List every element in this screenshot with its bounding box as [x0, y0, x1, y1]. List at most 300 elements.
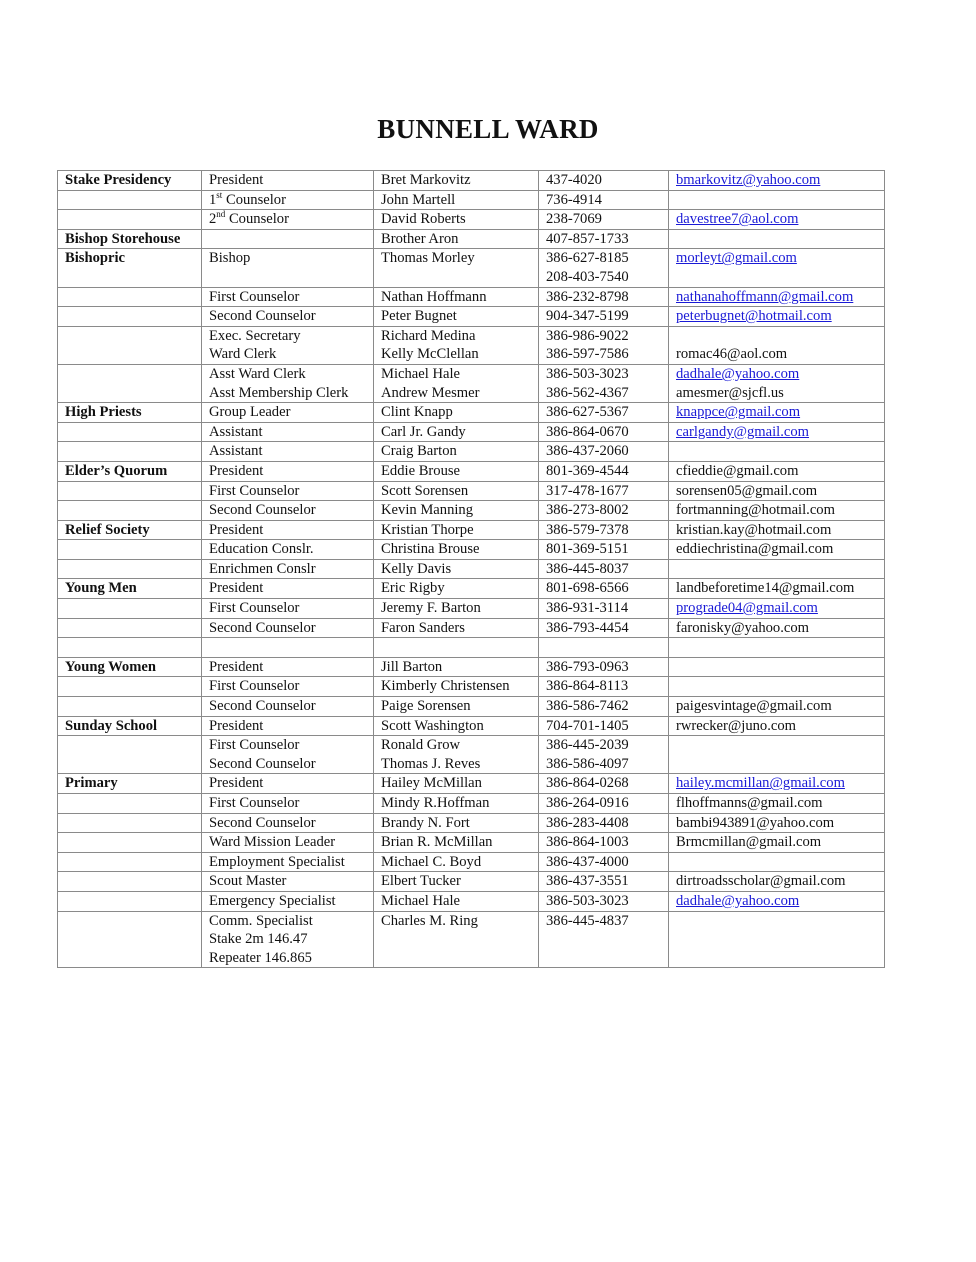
calling-text	[209, 230, 366, 249]
email-link[interactable]: carlgandy@gmail.com	[676, 423, 809, 440]
table-row	[58, 677, 885, 697]
phone-text: 386-931-3114	[546, 600, 629, 617]
name-cell	[374, 520, 539, 540]
calling-cell	[202, 190, 374, 210]
section-label	[65, 540, 194, 559]
calling-cell	[202, 599, 374, 619]
email-cell	[669, 326, 885, 364]
name-cell	[374, 307, 539, 327]
name-cell	[374, 638, 539, 658]
email-cell	[669, 559, 885, 579]
name-cell	[374, 618, 539, 638]
name-text: John Martell	[381, 191, 456, 208]
section-label	[65, 638, 194, 657]
phone-cell	[539, 559, 669, 579]
name-cell	[374, 872, 539, 892]
phone-cell	[539, 697, 669, 717]
email-link[interactable]: bmarkovitz@yahoo.com	[676, 172, 821, 188]
name-cell	[374, 657, 539, 677]
name-text: Thomas Morley	[381, 250, 475, 267]
table-row	[58, 461, 885, 481]
table-row	[58, 736, 885, 774]
table-row	[58, 716, 885, 736]
name-text: Ronald Grow	[381, 737, 461, 754]
phone-cell	[539, 171, 669, 191]
phone-text	[546, 638, 661, 657]
name-text: Kristian Thorpe	[381, 521, 474, 538]
calling-text: Scout Master	[209, 873, 287, 890]
ward-directory-table	[57, 170, 885, 968]
section-label	[65, 560, 194, 579]
name-text: Kelly McClellan	[381, 346, 479, 363]
table-row	[58, 307, 885, 327]
name-cell	[374, 171, 539, 191]
calling-cell	[202, 852, 374, 872]
calling-text: First Counselor	[209, 482, 300, 499]
section-label: Elder’s Quorum	[65, 462, 168, 479]
email-text	[676, 327, 877, 346]
section-cell	[58, 501, 202, 521]
section-cell	[58, 171, 202, 191]
phone-text: 238-7069	[546, 211, 602, 228]
phone-text: 801-369-5151	[546, 541, 629, 558]
phone-text: 386-445-8037	[546, 560, 629, 577]
name-cell	[374, 403, 539, 423]
calling-cell	[202, 422, 374, 442]
phone-cell	[539, 520, 669, 540]
section-cell	[58, 307, 202, 327]
calling-cell	[202, 520, 374, 540]
email-cell	[669, 403, 885, 423]
phone-text: 386-986-9022	[546, 327, 629, 344]
section-cell	[58, 540, 202, 560]
name-cell	[374, 229, 539, 249]
section-label: Primary	[65, 775, 118, 792]
table-row	[58, 559, 885, 579]
table-row	[58, 911, 885, 968]
email-text: cfieddie@gmail.com	[676, 462, 799, 479]
email-link[interactable]: davestree7@aol.com	[676, 211, 799, 228]
calling-text: Exec. Secretary	[209, 327, 301, 344]
table-row	[58, 891, 885, 911]
phone-text: 386-793-4454	[546, 619, 629, 636]
section-label: Stake Presidency	[65, 172, 172, 188]
calling-cell	[202, 677, 374, 697]
phone-text: 386-283-4408	[546, 814, 629, 831]
email-cell	[669, 501, 885, 521]
phone-cell	[539, 307, 669, 327]
name-cell	[374, 911, 539, 968]
section-label	[65, 833, 194, 852]
email-text: faronisky@yahoo.com	[676, 619, 809, 636]
name-cell	[374, 813, 539, 833]
table-row	[58, 638, 885, 658]
calling-text: Asst Membership Clerk	[209, 384, 349, 401]
calling-text: Second Counselor	[209, 502, 316, 519]
calling-text: Second Counselor	[209, 698, 316, 715]
phone-text: 386-586-4097	[546, 755, 629, 772]
section-cell	[58, 911, 202, 968]
email-cell	[669, 872, 885, 892]
email-text: sorensen05@gmail.com	[676, 482, 818, 499]
name-cell	[374, 481, 539, 501]
table-row	[58, 540, 885, 560]
phone-cell	[539, 501, 669, 521]
name-text: Kimberly Christensen	[381, 678, 510, 695]
phone-cell	[539, 716, 669, 736]
name-text: Eric Rigby	[381, 580, 445, 597]
table-row	[58, 813, 885, 833]
name-text: Eddie Brouse	[381, 462, 461, 479]
name-text: Andrew Mesmer	[381, 384, 480, 401]
section-cell	[58, 677, 202, 697]
phone-text: 801-369-4544	[546, 462, 629, 479]
email-text: amesmer@sjcfl.us	[676, 384, 784, 401]
name-text: David Roberts	[381, 211, 466, 228]
calling-text: Second Counselor	[209, 814, 316, 831]
email-text	[676, 442, 877, 461]
phone-text: 386-864-0268	[546, 775, 629, 792]
phone-cell	[539, 618, 669, 638]
section-label	[65, 501, 194, 520]
table-row	[58, 697, 885, 717]
name-text: Brian R. McMillan	[381, 834, 493, 851]
email-link[interactable]: nathanahoffmann@gmail.com	[676, 288, 854, 305]
email-cell	[669, 422, 885, 442]
phone-cell	[539, 774, 669, 794]
section-label	[65, 736, 194, 755]
calling-text: Repeater 146.865	[209, 949, 312, 966]
table-row	[58, 833, 885, 853]
email-text: flhoffmanns@gmail.com	[676, 795, 823, 811]
calling-cell	[202, 481, 374, 501]
section-label	[65, 288, 194, 307]
section-label	[65, 677, 194, 696]
calling-cell	[202, 171, 374, 191]
name-cell	[374, 559, 539, 579]
calling-text: Enrichmen Conslr	[209, 560, 316, 577]
phone-text: 386-437-3551	[546, 873, 629, 890]
phone-cell	[539, 657, 669, 677]
email-cell	[669, 520, 885, 540]
email-cell	[669, 229, 885, 249]
calling-text: President	[209, 775, 264, 792]
phone-cell	[539, 190, 669, 210]
calling-text: Group Leader	[209, 404, 291, 421]
email-text: kristian.kay@hotmail.com	[676, 521, 832, 538]
name-cell	[374, 461, 539, 481]
name-cell	[374, 774, 539, 794]
email-cell	[669, 540, 885, 560]
section-cell	[58, 618, 202, 638]
phone-text: 386-597-7586	[546, 346, 629, 363]
table-row	[58, 249, 885, 287]
email-link[interactable]: dadhale@yahoo.com	[676, 892, 800, 909]
section-label	[65, 814, 194, 833]
name-cell	[374, 501, 539, 521]
calling-cell	[202, 794, 374, 814]
section-cell	[58, 461, 202, 481]
calling-cell	[202, 579, 374, 599]
calling-cell	[202, 618, 374, 638]
calling-text: 1st Counselor	[209, 190, 286, 208]
email-text: bambi943891@yahoo.com	[676, 814, 835, 831]
email-text	[676, 853, 877, 872]
email-cell	[669, 911, 885, 968]
calling-cell	[202, 461, 374, 481]
phone-cell	[539, 287, 669, 307]
email-link[interactable]: peterbugnet@hotmail.com	[676, 308, 832, 325]
table-row	[58, 171, 885, 191]
table-row	[58, 774, 885, 794]
section-cell	[58, 813, 202, 833]
email-cell	[669, 171, 885, 191]
section-label	[65, 912, 194, 931]
calling-text: President	[209, 717, 264, 734]
email-cell	[669, 249, 885, 287]
phone-text: 386-579-7378	[546, 521, 629, 538]
table-row	[58, 326, 885, 364]
phone-text: 386-627-8185	[546, 250, 629, 267]
calling-cell	[202, 501, 374, 521]
table-row	[58, 657, 885, 677]
phone-text: 801-698-6566	[546, 580, 629, 597]
name-cell	[374, 697, 539, 717]
calling-text: Ward Mission Leader	[209, 834, 336, 851]
table-row	[58, 501, 885, 521]
email-text	[676, 560, 877, 579]
section-label	[65, 872, 194, 891]
calling-cell	[202, 559, 374, 579]
phone-text: 208-403-7540	[546, 268, 629, 285]
email-link[interactable]: prograde04@gmail.com	[676, 600, 818, 617]
calling-cell	[202, 540, 374, 560]
phone-cell	[539, 403, 669, 423]
email-link[interactable]: hailey.mcmillan@gmail.com	[676, 775, 845, 792]
email-cell	[669, 736, 885, 774]
name-text: Clint Knapp	[381, 404, 453, 421]
calling-cell	[202, 716, 374, 736]
phone-cell	[539, 229, 669, 249]
phone-text: 386-232-8798	[546, 288, 629, 305]
section-cell	[58, 716, 202, 736]
calling-cell	[202, 307, 374, 327]
name-cell	[374, 442, 539, 462]
email-cell	[669, 210, 885, 230]
table-row	[58, 481, 885, 501]
name-text: Thomas J. Reves	[381, 755, 481, 772]
email-cell	[669, 774, 885, 794]
email-link[interactable]: morleyt@gmail.com	[676, 250, 797, 267]
phone-text: 386-562-4367	[546, 384, 629, 401]
email-cell	[669, 442, 885, 462]
email-link[interactable]: knappce@gmail.com	[676, 404, 801, 421]
phone-text: 317-478-1677	[546, 482, 629, 499]
name-text: Peter Bugnet	[381, 308, 457, 325]
section-label: Young Women	[65, 658, 156, 675]
phone-text: 386-445-2039	[546, 737, 629, 754]
table-row	[58, 872, 885, 892]
phone-cell	[539, 210, 669, 230]
phone-text: 386-627-5367	[546, 404, 629, 421]
section-cell	[58, 872, 202, 892]
table-row	[58, 210, 885, 230]
phone-text: 386-437-2060	[546, 443, 629, 460]
name-text: Jeremy F. Barton	[381, 600, 481, 617]
section-label	[65, 191, 194, 210]
section-cell	[58, 833, 202, 853]
email-link[interactable]: dadhale@yahoo.com	[676, 365, 800, 382]
email-cell	[669, 677, 885, 697]
section-label	[65, 365, 194, 384]
email-cell	[669, 579, 885, 599]
section-cell	[58, 774, 202, 794]
name-cell	[374, 287, 539, 307]
name-text: Christina Brouse	[381, 541, 480, 558]
calling-text: First Counselor	[209, 795, 300, 811]
phone-cell	[539, 911, 669, 968]
name-cell	[374, 249, 539, 287]
section-label	[65, 482, 194, 501]
name-text: Bret Markovitz	[381, 172, 471, 188]
phone-cell	[539, 736, 669, 774]
section-cell	[58, 249, 202, 287]
phone-text: 386-503-3023	[546, 892, 629, 909]
email-cell	[669, 190, 885, 210]
email-cell	[669, 599, 885, 619]
name-text: Kelly Davis	[381, 560, 452, 577]
name-text: Brandy N. Fort	[381, 814, 470, 831]
calling-text: Second Counselor	[209, 619, 316, 636]
calling-text: Emergency Specialist	[209, 892, 336, 909]
section-label: Sunday School	[65, 717, 158, 734]
calling-text: President	[209, 580, 264, 597]
section-label	[65, 697, 194, 716]
phone-text: 386-503-3023	[546, 365, 629, 382]
table-row	[58, 422, 885, 442]
section-label: Relief Society	[65, 521, 150, 538]
section-cell	[58, 229, 202, 249]
ordinal-suffix: nd	[216, 209, 226, 220]
phone-text: 386-437-4000	[546, 853, 629, 870]
calling-cell	[202, 403, 374, 423]
phone-cell	[539, 833, 669, 853]
name-text: Kevin Manning	[381, 502, 474, 519]
name-cell	[374, 364, 539, 402]
section-label	[65, 892, 194, 911]
table-row	[58, 442, 885, 462]
name-text: Elbert Tucker	[381, 873, 461, 890]
name-text: Michael Hale	[381, 892, 461, 909]
phone-cell	[539, 326, 669, 364]
calling-cell	[202, 657, 374, 677]
calling-cell	[202, 249, 374, 287]
section-cell	[58, 697, 202, 717]
section-cell	[58, 657, 202, 677]
phone-cell	[539, 442, 669, 462]
table-row	[58, 287, 885, 307]
email-cell	[669, 657, 885, 677]
name-cell	[374, 852, 539, 872]
name-cell	[374, 190, 539, 210]
calling-text: First Counselor	[209, 737, 300, 754]
email-cell	[669, 618, 885, 638]
calling-text: Second Counselor	[209, 308, 316, 325]
table-row	[58, 579, 885, 599]
calling-text: Asst Ward Clerk	[209, 365, 306, 382]
calling-cell	[202, 911, 374, 968]
name-cell	[374, 716, 539, 736]
email-cell	[669, 852, 885, 872]
section-label	[65, 853, 194, 872]
table-row	[58, 794, 885, 814]
phone-text: 386-586-7462	[546, 698, 629, 715]
phone-cell	[539, 599, 669, 619]
phone-text: 407-857-1733	[546, 230, 629, 247]
table-row	[58, 520, 885, 540]
name-cell	[374, 736, 539, 774]
ordinal-suffix: st	[216, 190, 223, 200]
calling-cell	[202, 229, 374, 249]
name-text: Michael C. Boyd	[381, 853, 482, 870]
name-text: Jill Barton	[381, 658, 443, 675]
name-text: Richard Medina	[381, 327, 476, 344]
section-cell	[58, 326, 202, 364]
name-text: Brother Aron	[381, 230, 459, 247]
phone-text: 386-445-4837	[546, 912, 629, 929]
phone-text: 386-864-8113	[546, 678, 629, 695]
phone-text: 736-4914	[546, 191, 602, 208]
email-text	[676, 912, 877, 931]
name-cell	[374, 422, 539, 442]
phone-cell	[539, 422, 669, 442]
calling-text: Employment Specialist	[209, 853, 345, 870]
phone-cell	[539, 852, 669, 872]
calling-text: Comm. Specialist	[209, 912, 313, 929]
table-row	[58, 599, 885, 619]
name-text: Nathan Hoffmann	[381, 288, 487, 305]
calling-cell	[202, 736, 374, 774]
name-cell	[374, 326, 539, 364]
name-text: Faron Sanders	[381, 619, 465, 636]
section-label: Bishopric	[65, 250, 126, 267]
phone-cell	[539, 540, 669, 560]
name-text: Michael Hale	[381, 365, 461, 382]
name-text	[381, 638, 531, 657]
calling-cell	[202, 210, 374, 230]
phone-cell	[539, 638, 669, 658]
section-cell	[58, 287, 202, 307]
calling-cell	[202, 326, 374, 364]
email-text: landbeforetime14@gmail.com	[676, 580, 855, 597]
calling-text: President	[209, 462, 264, 479]
email-cell	[669, 794, 885, 814]
name-cell	[374, 833, 539, 853]
phone-cell	[539, 872, 669, 892]
email-text	[676, 677, 877, 696]
phone-cell	[539, 461, 669, 481]
name-text: Hailey McMillan	[381, 775, 482, 792]
section-label	[65, 599, 194, 618]
name-cell	[374, 579, 539, 599]
section-label: High Priests	[65, 404, 142, 421]
email-cell	[669, 364, 885, 402]
calling-cell	[202, 364, 374, 402]
section-cell	[58, 403, 202, 423]
calling-cell	[202, 697, 374, 717]
section-label	[65, 423, 194, 442]
section-cell	[58, 364, 202, 402]
